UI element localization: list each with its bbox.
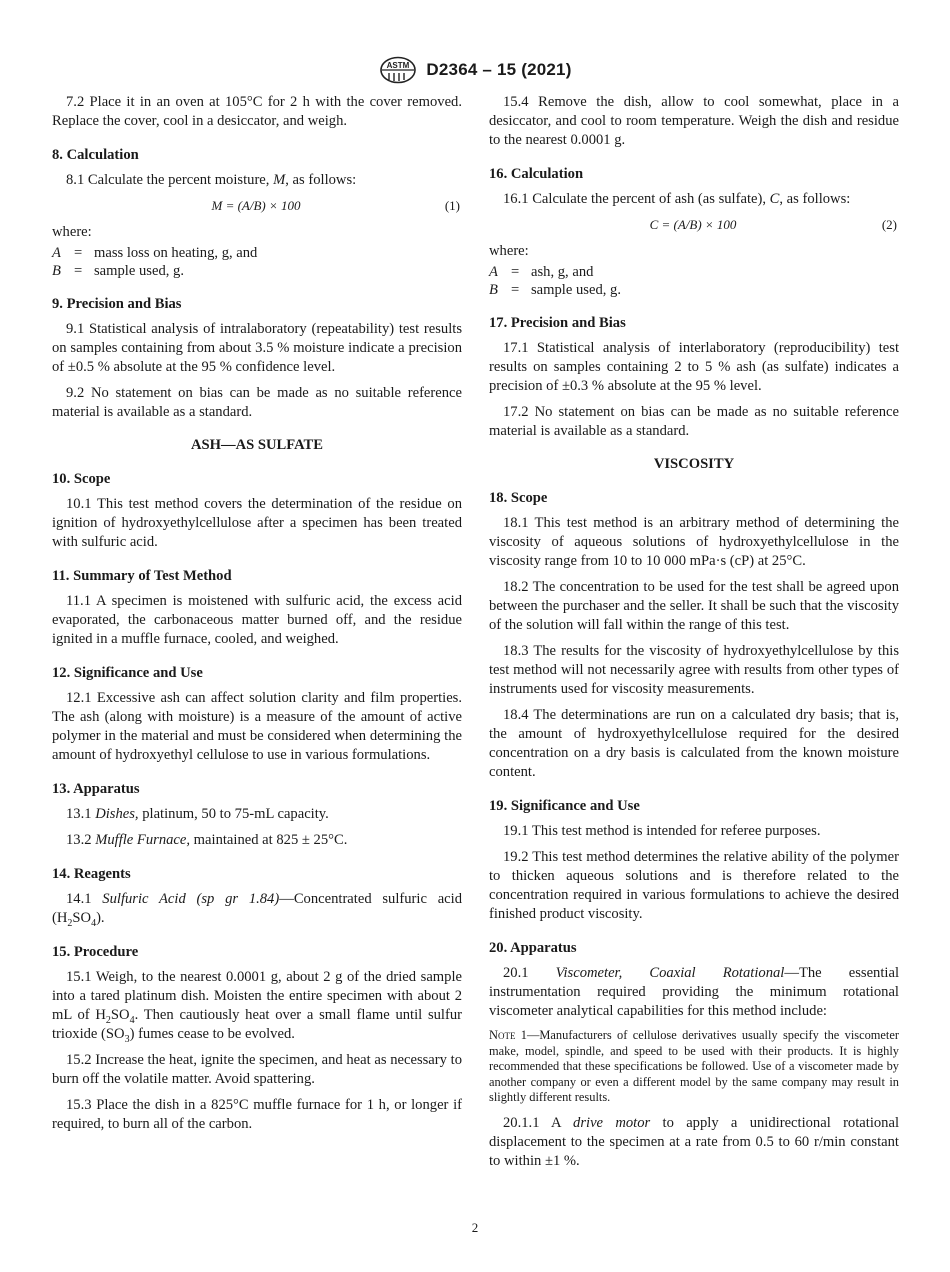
- paragraph-11-1: 11.1 A specimen is moistened with sulfuric acid, the excess acid evaporated, the carbonaceous matter burned off, and the residue ignited in a muffle furnace, cooled, and weighed.: [52, 593, 462, 647]
- astm-logo-icon: [378, 56, 418, 84]
- section-14-title: 14. Reagents: [52, 866, 131, 882]
- paragraph-13-1: 13.1 Dishes, platinum, 50 to 75-mL capacity.: [66, 806, 329, 822]
- equation-2-number: (2): [881, 217, 897, 232]
- paragraph-17-1: 17.1 Statistical analysis of interlaboratory (reproducibility) test results on samples containing 2 to 5 % ash (as sulfate) indicates a precision of ±0.3 % absolute at the 95 % level.: [489, 340, 899, 394]
- paragraph-17-2: 17.2 No statement on bias can be made as no suitable reference material is available as a standard.: [489, 404, 899, 439]
- paragraph-15-2: 15.2 Increase the heat, ignite the specimen, and heat as necessary to burn off the volatile matter. Avoid spattering.: [52, 1052, 462, 1087]
- definition-item: A = mass loss on heating, g, and: [52, 245, 258, 261]
- equation-1: [52, 197, 462, 214]
- section-16-title: 16. Calculation: [489, 166, 584, 182]
- paragraph-19-2: 19.2 This test method determines the relative ability of the polymer to thicken aqueous solutions and is therefore related to the concentration required in various formulations to achieve the desired finished product viscosity.: [489, 849, 899, 922]
- paragraph-13-2: 13.2 Muffle Furnace, maintained at 825 ± 25°C.: [66, 832, 348, 848]
- section-13-title: 13. Apparatus: [52, 781, 140, 797]
- paragraph-7-2: 7.2 Place it in an oven at 105°C for 2 h with the cover removed. Replace the cover, cool in a desiccator, and weigh.: [52, 94, 462, 129]
- paragraph-15-3: 15.3 Place the dish in a 825°C muffle furnace for 1 h, or longer if required, to burn all of the carbon.: [52, 1097, 462, 1132]
- section-18-title: 18. Scope: [489, 490, 548, 506]
- page-number: 2: [471, 1220, 479, 1235]
- section-19-title: 19. Significance and Use: [489, 798, 640, 814]
- paragraph-9-2: 9.2 No statement on bias can be made as no suitable reference material is available as a standard.: [52, 385, 462, 420]
- section-10-title: 10. Scope: [52, 471, 111, 487]
- definition-item: B = sample used, g.: [489, 282, 621, 298]
- paragraph-10-1: 10.1 This test method covers the determination of the residue on ignition of hydroxyethylcellulose after a specimen has been treated with sulfuric acid.: [52, 496, 462, 550]
- paragraph-15-4: 15.4 Remove the dish, allow to cool somewhat, place in a desiccator, and cool to room temperature. Weigh the dish and residue to the nearest 0.0001 g.: [489, 94, 899, 148]
- section-17-title: 17. Precision and Bias: [489, 315, 626, 331]
- paragraph-14-1: 14.1 Sulfuric Acid (sp gr 1.84)—Concentrated sulfuric acid $(H_2SO_4)$.: [52, 891, 463, 929]
- equation-2-formula: C = (A/B) × 100: [649, 217, 737, 232]
- right-column: [489, 93, 899, 1178]
- where-label: where:: [489, 243, 529, 259]
- section-20-title: 20. Apparatus: [489, 940, 577, 956]
- where-label: where:: [52, 224, 92, 240]
- paragraph-19-1: 19.1 This test method is intended for referee purposes.: [503, 823, 821, 839]
- section-15-title: 15. Procedure: [52, 944, 139, 960]
- definition-item: B = sample used, g.: [52, 263, 184, 279]
- left-column: [52, 93, 462, 1141]
- paragraph-20-1: 20.1 Viscometer, Coaxial Rotational—The essential instrumentation required providing the minimum rotational viscometer analytical capabilities for this method include:: [489, 965, 899, 1019]
- section-8-title: 8. Calculation: [52, 147, 139, 163]
- paragraph-15-1: 15.1 Weigh, to the nearest 0.0001 g, about 2 g of the dried sample into a tared platinum dish. Moisten the entire specimen with about 2 mL of $H_2SO_4$. Then cautiously heat over a small flame until sulfur trioxide $(SO_3)$ fumes cease to be evolved.: [52, 969, 462, 1045]
- standard-id: D2364 – 15 (2021): [426, 60, 572, 79]
- paragraph-12-1: 12.1 Excessive ash can affect solution clarity and film properties. The ash (along with moisture) is a measure of the amount of active polymer in the material and must be considered when determining the amount of hydroxyethyl cellulose to use in various formulations.: [52, 690, 462, 763]
- equation-2: [489, 216, 899, 233]
- paragraph-18-4: 18.4 The determinations are run on a calculated dry basis; that is, the amount of hydroxyethylcellulose required for the desired concentration on a dry basis is calculated from the known moisture content.: [489, 707, 899, 780]
- svg-text:ASTM: ASTM: [387, 61, 410, 70]
- paragraph-9-1: 9.1 Statistical analysis of intralaboratory (repeatability) test results on samples containing from about 3.5 % moisture indicate a precision of ±0.5 % absolute at the 95 % confidence level.: [52, 321, 462, 375]
- paragraph-16-1: 16.1 Calculate the percent of ash (as sulfate), C, as follows:: [503, 191, 851, 207]
- section-9-title: 9. Precision and Bias: [52, 296, 182, 312]
- equation-1-number: (1): [444, 198, 460, 213]
- definition-item: A = ash, g, and: [489, 264, 594, 280]
- section-11-title: 11. Summary of Test Method: [52, 568, 232, 584]
- note-1: Note 1—Manufacturers of cellulose derivatives usually specify the viscometer make, model, spindle, and speed to be used with their products. It is highly recommended that these specifications be followed. Use of a viscometer made by another company or even a different model by the same company may result in slightly different results.: [489, 1028, 899, 1104]
- viscosity-heading: VISCOSITY: [653, 456, 735, 472]
- paragraph-8-1: 8.1 Calculate the percent moisture, M, as follows:: [66, 172, 357, 188]
- paragraph-18-1: 18.1 This test method is an arbitrary method of determining the viscosity of aqueous solutions of hydroxyethylcellulose in the viscosity range from 10 to 10 000 mPa·s (cP) at 25°C.: [489, 515, 899, 569]
- section-12-title: 12. Significance and Use: [52, 665, 203, 681]
- equation-1-formula: M = (A/B) × 100: [211, 198, 301, 213]
- paragraph-20-1-1: 20.1.1 A drive motor to apply a unidirectional rotational displacement to the specimen at a rate from 0.5 to 60 r/min constant to within ±1 %.: [489, 1114, 899, 1169]
- paragraph-18-2: 18.2 The concentration to be used for the test shall be agreed upon between the purchaser and the seller. It shall be such that the viscosity of the solution will fall within the range of this test.: [489, 579, 899, 633]
- paragraph-18-3: 18.3 The results for the viscosity of hydroxyethylcellulose by this test method will not necessarily agree with results from other types of instruments used for viscosity measurements.: [489, 643, 899, 697]
- page-header: [0, 55, 950, 85]
- ash-heading: ASH—AS SULFATE: [190, 437, 324, 453]
